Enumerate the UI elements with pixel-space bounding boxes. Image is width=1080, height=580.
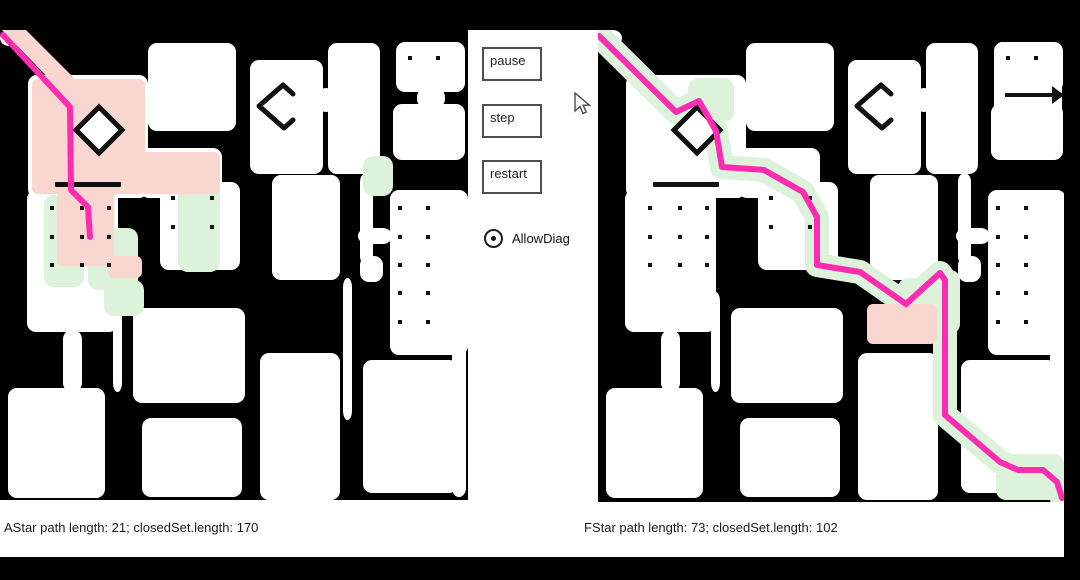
radio-selected-dot: [491, 236, 496, 241]
letterbox-bottom: [0, 557, 1080, 580]
fstar-map-canvas[interactable]: [598, 30, 1067, 502]
allow-diag-label: AllowDiag: [512, 231, 570, 246]
step-button[interactable]: step: [482, 104, 542, 138]
astar-status-text: AStar path length: 21; closedSet.length: 170: [4, 520, 259, 535]
main-panel: [0, 30, 1064, 557]
fstar-status-text: FStar path length: 73; closedSet.length: 102: [584, 520, 838, 535]
letterbox-right: [1064, 0, 1080, 580]
restart-button[interactable]: restart: [482, 160, 542, 194]
letterbox-top: [0, 0, 1080, 30]
mouse-cursor: [573, 92, 593, 116]
astar-map-canvas[interactable]: [0, 30, 468, 500]
pause-button[interactable]: pause: [482, 47, 542, 81]
allow-diag-radio[interactable]: [484, 229, 503, 248]
allow-diag-option: [484, 229, 570, 248]
